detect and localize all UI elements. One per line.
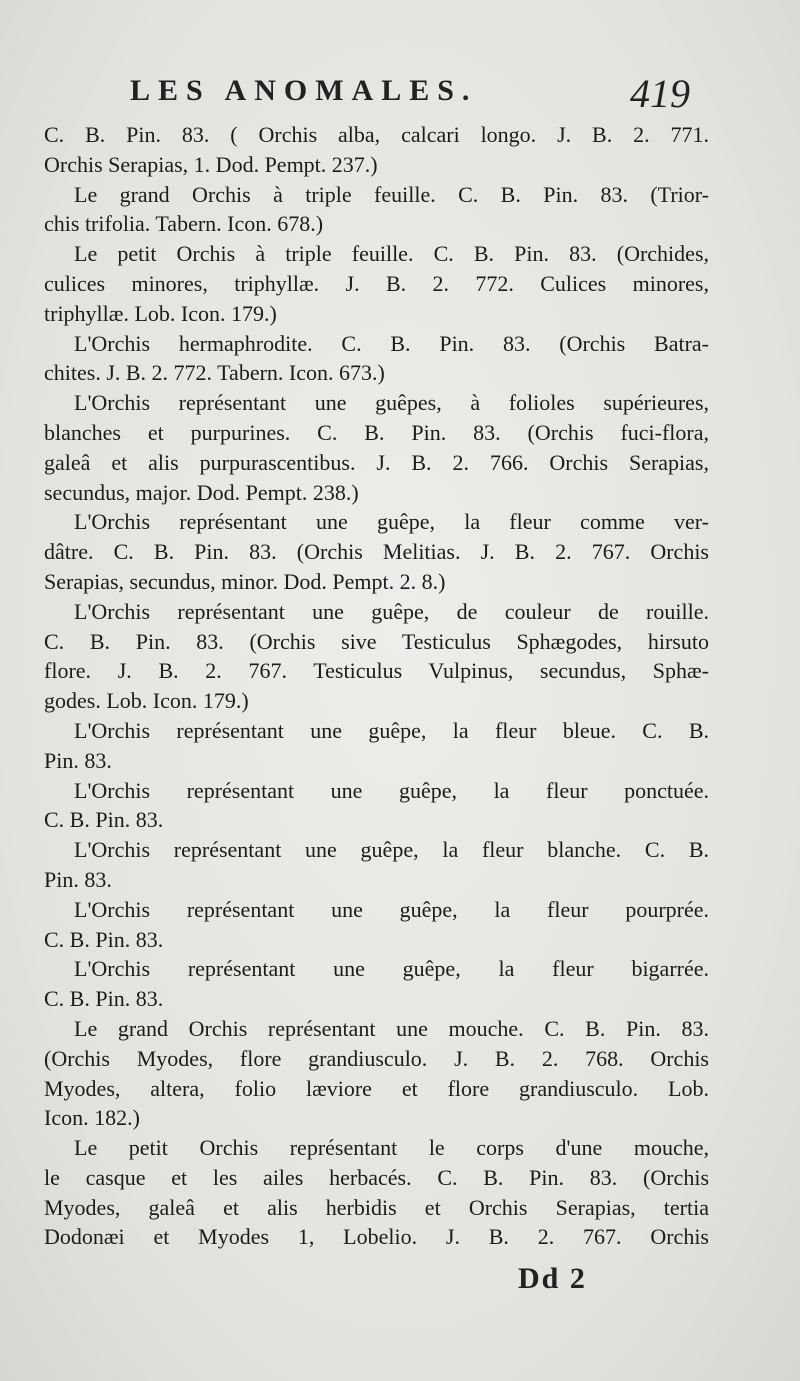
text-line: L'Orchis représentant une guêpe, de couleur de rouille. bbox=[74, 598, 709, 624]
text-line: L'Orchis hermaphrodite. C. B. Pin. 83. (Orchis Batra- bbox=[74, 330, 709, 356]
text-line: Le petit Orchis à triple feuille. C. B. Pin. 83. (Orchides, bbox=[74, 241, 709, 267]
text-line: C. B. Pin. 83. ( Orchis alba, calcari longo. J. B. 2. 771. bbox=[44, 122, 709, 147]
running-head-title: LES ANOMALES. bbox=[130, 74, 478, 107]
text-line: dâtre. C. B. Pin. 83. (Orchis Melitias. J. B. 2. 767. Orchis bbox=[44, 539, 709, 565]
text-line: Serapias, secundus, minor. Dod. Pempt. 2. 8.) bbox=[44, 568, 446, 594]
text-line: (Orchis Myodes, flore grandiusculo. J. B. 2. 768. Orchis bbox=[44, 1045, 709, 1071]
text-line: culices minores, triphyllæ. J. B. 2. 772. Culices minores, bbox=[44, 270, 709, 296]
text-line: godes. Lob. Icon. 179.) bbox=[44, 688, 249, 714]
text-line: L'Orchis représentant une guêpe, la fleur bigarrée. bbox=[74, 956, 709, 982]
body-text bbox=[44, 120, 709, 1252]
text-line: C. B. Pin. 83. bbox=[44, 926, 164, 952]
text-line: Myodes, galeâ et alis herbidis et Orchis Serapias, tertia bbox=[44, 1194, 709, 1220]
text-line: blanches et purpurines. C. B. Pin. 83. (Orchis fuci-flora, bbox=[44, 419, 709, 445]
text-line: L'Orchis représentant une guêpe, la fleur bleue. C. B. bbox=[74, 717, 709, 743]
text-line: flore. J. B. 2. 767. Testiculus Vulpinus, secundus, Sphæ- bbox=[44, 658, 709, 684]
text-line: Pin. 83. bbox=[44, 747, 112, 773]
text-line: chites. J. B. 2. 772. Tabern. Icon. 673.) bbox=[44, 360, 385, 386]
text-line: C. B. Pin. 83. (Orchis sive Testiculus Sphægodes, hirsuto bbox=[44, 628, 709, 654]
signature-mark: Dd 2 bbox=[518, 1262, 587, 1295]
text-line: L'Orchis représentant une guêpes, à folioles supérieures, bbox=[74, 390, 709, 416]
running-head bbox=[130, 70, 690, 120]
text-line: Dodonæi et Myodes 1, Lobelio. J. B. 2. 767. Orchis bbox=[44, 1224, 709, 1250]
text-line: Le petit Orchis représentant le corps d'une mouche, bbox=[74, 1135, 709, 1161]
text-line: Orchis Serapias, 1. Dod. Pempt. 237.) bbox=[44, 151, 378, 177]
text-line: C. B. Pin. 83. bbox=[44, 807, 164, 833]
text-line: triphyllæ. Lob. Icon. 179.) bbox=[44, 300, 277, 326]
text-line: chis trifolia. Tabern. Icon. 678.) bbox=[44, 211, 324, 237]
text-line: Le grand Orchis à triple feuille. C. B. Pin. 83. (Trior- bbox=[74, 181, 709, 207]
text-line: secundus, major. Dod. Pempt. 238.) bbox=[44, 479, 359, 505]
text-line: L'Orchis représentant une guêpe, la fleur blanche. C. B. bbox=[74, 837, 709, 863]
text-line: Pin. 83. bbox=[44, 866, 112, 892]
text-line: Le grand Orchis représentant une mouche. C. B. Pin. 83. bbox=[74, 1015, 709, 1041]
text-line: L'Orchis représentant une guêpe, la fleur ponctuée. bbox=[74, 777, 709, 803]
text-line: C. B. Pin. 83. bbox=[44, 986, 164, 1012]
text-line: Myodes, altera, folio læviore et flore grandiusculo. Lob. bbox=[44, 1075, 709, 1101]
text-line: le casque et les ailes herbacés. C. B. Pin. 83. (Orchis bbox=[44, 1164, 709, 1190]
text-line: Icon. 182.) bbox=[44, 1105, 140, 1131]
page-number: 419 bbox=[630, 71, 690, 116]
text-line: galeâ et alis purpurascentibus. J. B. 2. 766. Orchis Serapias, bbox=[44, 449, 709, 475]
text-line: L'Orchis représentant une guêpe, la fleur comme ver- bbox=[74, 509, 709, 535]
text-line: L'Orchis représentant une guêpe, la fleur pourprée. bbox=[74, 896, 709, 922]
